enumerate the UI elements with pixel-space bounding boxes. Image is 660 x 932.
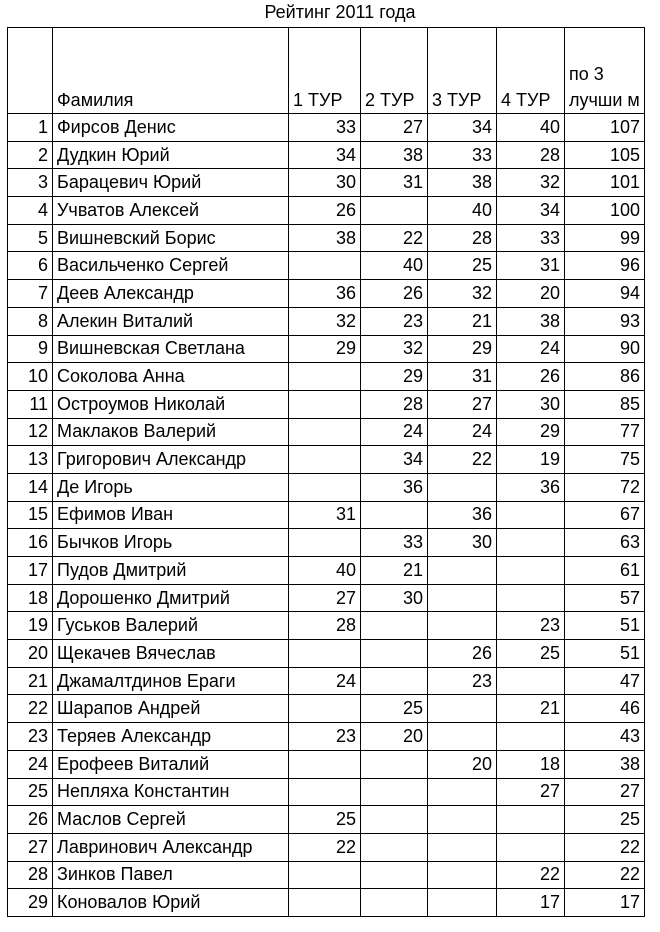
table-row bbox=[8, 778, 645, 806]
player-name: Коновалов Юрий bbox=[53, 889, 289, 917]
player-name: Теряев Александр bbox=[53, 723, 289, 751]
row-number: 14 bbox=[8, 473, 53, 501]
header-num bbox=[8, 28, 53, 114]
best-3-total: 27 bbox=[565, 778, 645, 806]
player-name: Вишневская Светлана bbox=[53, 335, 289, 363]
tour-2-score: 40 bbox=[361, 252, 428, 280]
tour-3-score: 32 bbox=[428, 280, 497, 308]
tour-1-score bbox=[289, 695, 361, 723]
row-number: 2 bbox=[8, 141, 53, 169]
player-name: Алекин Виталий bbox=[53, 307, 289, 335]
tour-4-score: 31 bbox=[497, 252, 565, 280]
player-name: Ерофеев Виталий bbox=[53, 750, 289, 778]
tour-2-score: 33 bbox=[361, 529, 428, 557]
row-number: 8 bbox=[8, 307, 53, 335]
player-name: Маклаков Валерий bbox=[53, 418, 289, 446]
row-number: 21 bbox=[8, 667, 53, 695]
row-number: 28 bbox=[8, 861, 53, 889]
tour-2-score bbox=[361, 612, 428, 640]
best-3-total: 22 bbox=[565, 833, 645, 861]
table-row bbox=[8, 418, 645, 446]
row-number: 24 bbox=[8, 750, 53, 778]
tour-2-score: 32 bbox=[361, 335, 428, 363]
tour-2-score: 24 bbox=[361, 418, 428, 446]
best-3-total: 93 bbox=[565, 307, 645, 335]
tour-3-score bbox=[428, 473, 497, 501]
table-row bbox=[8, 446, 645, 474]
best-3-total: 99 bbox=[565, 224, 645, 252]
table-row bbox=[8, 529, 645, 557]
best-3-total: 105 bbox=[565, 141, 645, 169]
player-name: Деев Александр bbox=[53, 280, 289, 308]
best-3-total: 75 bbox=[565, 446, 645, 474]
best-3-total: 51 bbox=[565, 612, 645, 640]
tour-2-score bbox=[361, 667, 428, 695]
tour-1-score bbox=[289, 750, 361, 778]
best-3-total: 51 bbox=[565, 640, 645, 668]
tour-1-score: 36 bbox=[289, 280, 361, 308]
tour-3-score: 36 bbox=[428, 501, 497, 529]
tour-1-score: 34 bbox=[289, 141, 361, 169]
tour-2-score: 28 bbox=[361, 390, 428, 418]
header-name: Фамилия bbox=[53, 28, 289, 114]
header-tour-1: 1 ТУР bbox=[289, 28, 361, 114]
tour-3-score: 25 bbox=[428, 252, 497, 280]
tour-1-score: 26 bbox=[289, 197, 361, 225]
player-name: Гуськов Валерий bbox=[53, 612, 289, 640]
table-row bbox=[8, 169, 645, 197]
player-name: Непляха Константин bbox=[53, 778, 289, 806]
player-name: Григорович Александр bbox=[53, 446, 289, 474]
tour-2-score: 36 bbox=[361, 473, 428, 501]
tour-2-score bbox=[361, 861, 428, 889]
player-name: Пудов Дмитрий bbox=[53, 557, 289, 585]
tour-1-score bbox=[289, 778, 361, 806]
best-3-total: 61 bbox=[565, 557, 645, 585]
player-name: Маслов Сергей bbox=[53, 806, 289, 834]
best-3-total: 25 bbox=[565, 806, 645, 834]
tour-4-score: 36 bbox=[497, 473, 565, 501]
tour-4-score: 17 bbox=[497, 889, 565, 917]
player-name: Бычков Игорь bbox=[53, 529, 289, 557]
tour-4-score bbox=[497, 806, 565, 834]
tour-2-score: 34 bbox=[361, 446, 428, 474]
best-3-total: 101 bbox=[565, 169, 645, 197]
tour-4-score: 38 bbox=[497, 307, 565, 335]
table-row bbox=[8, 197, 645, 225]
tour-4-score bbox=[497, 833, 565, 861]
row-number: 3 bbox=[8, 169, 53, 197]
player-name: Лавринович Александр bbox=[53, 833, 289, 861]
player-name: Ефимов Иван bbox=[53, 501, 289, 529]
table-row bbox=[8, 584, 645, 612]
tour-3-score: 33 bbox=[428, 141, 497, 169]
tour-4-score: 19 bbox=[497, 446, 565, 474]
tour-4-score: 25 bbox=[497, 640, 565, 668]
player-name: Вишневский Борис bbox=[53, 224, 289, 252]
tour-4-score bbox=[497, 584, 565, 612]
tour-3-score: 28 bbox=[428, 224, 497, 252]
best-3-total: 86 bbox=[565, 363, 645, 391]
row-number: 1 bbox=[8, 114, 53, 142]
tour-1-score bbox=[289, 861, 361, 889]
tour-2-score bbox=[361, 806, 428, 834]
row-number: 13 bbox=[8, 446, 53, 474]
best-3-total: 100 bbox=[565, 197, 645, 225]
tour-1-score bbox=[289, 640, 361, 668]
row-number: 15 bbox=[8, 501, 53, 529]
best-3-total: 43 bbox=[565, 723, 645, 751]
row-number: 17 bbox=[8, 557, 53, 585]
tour-4-score: 22 bbox=[497, 861, 565, 889]
tour-1-score bbox=[289, 418, 361, 446]
tour-1-score: 22 bbox=[289, 833, 361, 861]
tour-2-score: 20 bbox=[361, 723, 428, 751]
player-name: Джамалтдинов Ераги bbox=[53, 667, 289, 695]
tour-3-score bbox=[428, 723, 497, 751]
page-title: Рейтинг 2011 года bbox=[264, 2, 416, 22]
tour-3-score: 23 bbox=[428, 667, 497, 695]
table-row bbox=[8, 224, 645, 252]
tour-2-score: 29 bbox=[361, 363, 428, 391]
tour-3-score: 38 bbox=[428, 169, 497, 197]
tour-2-score: 23 bbox=[361, 307, 428, 335]
tour-2-score: 22 bbox=[361, 224, 428, 252]
table-row bbox=[8, 806, 645, 834]
tour-3-score: 34 bbox=[428, 114, 497, 142]
player-name: Щекачев Вячеслав bbox=[53, 640, 289, 668]
best-3-total: 17 bbox=[565, 889, 645, 917]
tour-2-score bbox=[361, 640, 428, 668]
best-3-total: 107 bbox=[565, 114, 645, 142]
tour-1-score: 23 bbox=[289, 723, 361, 751]
tour-4-score: 24 bbox=[497, 335, 565, 363]
row-number: 6 bbox=[8, 252, 53, 280]
header-best-3: по 3 лучши м bbox=[565, 28, 645, 114]
tour-2-score bbox=[361, 833, 428, 861]
tour-3-score bbox=[428, 695, 497, 723]
tour-3-score bbox=[428, 806, 497, 834]
tour-4-score: 23 bbox=[497, 612, 565, 640]
player-name: Дорошенко Дмитрий bbox=[53, 584, 289, 612]
tour-1-score: 38 bbox=[289, 224, 361, 252]
player-name: Барацевич Юрий bbox=[53, 169, 289, 197]
tour-3-score: 22 bbox=[428, 446, 497, 474]
tour-3-score bbox=[428, 584, 497, 612]
row-number: 26 bbox=[8, 806, 53, 834]
table-row bbox=[8, 390, 645, 418]
row-number: 19 bbox=[8, 612, 53, 640]
tour-1-score: 29 bbox=[289, 335, 361, 363]
tour-3-score: 24 bbox=[428, 418, 497, 446]
player-name: Шарапов Андрей bbox=[53, 695, 289, 723]
best-3-total: 63 bbox=[565, 529, 645, 557]
player-name: Остроумов Николай bbox=[53, 390, 289, 418]
tour-2-score: 25 bbox=[361, 695, 428, 723]
table-row bbox=[8, 363, 645, 391]
row-number: 7 bbox=[8, 280, 53, 308]
tour-1-score bbox=[289, 473, 361, 501]
tour-2-score: 27 bbox=[361, 114, 428, 142]
table-row bbox=[8, 307, 645, 335]
tour-2-score bbox=[361, 197, 428, 225]
rating-table bbox=[7, 27, 645, 917]
table-row bbox=[8, 252, 645, 280]
tour-3-score: 20 bbox=[428, 750, 497, 778]
tour-4-score: 27 bbox=[497, 778, 565, 806]
row-number: 4 bbox=[8, 197, 53, 225]
tour-2-score: 30 bbox=[361, 584, 428, 612]
tour-1-score: 27 bbox=[289, 584, 361, 612]
tour-4-score bbox=[497, 557, 565, 585]
tour-4-score: 18 bbox=[497, 750, 565, 778]
tour-1-score: 32 bbox=[289, 307, 361, 335]
tour-4-score: 32 bbox=[497, 169, 565, 197]
header-tour-2: 2 ТУР bbox=[361, 28, 428, 114]
tour-1-score bbox=[289, 446, 361, 474]
row-number: 11 bbox=[8, 390, 53, 418]
player-name: Де Игорь bbox=[53, 473, 289, 501]
row-number: 5 bbox=[8, 224, 53, 252]
tour-1-score: 40 bbox=[289, 557, 361, 585]
tour-2-score: 21 bbox=[361, 557, 428, 585]
tour-3-score bbox=[428, 861, 497, 889]
tour-3-score: 30 bbox=[428, 529, 497, 557]
tour-1-score: 30 bbox=[289, 169, 361, 197]
tour-4-score: 26 bbox=[497, 363, 565, 391]
tour-1-score: 28 bbox=[289, 612, 361, 640]
player-name: Дудкин Юрий bbox=[53, 141, 289, 169]
player-name: Фирсов Денис bbox=[53, 114, 289, 142]
player-name: Учватов Алексей bbox=[53, 197, 289, 225]
table-row bbox=[8, 640, 645, 668]
tour-4-score: 21 bbox=[497, 695, 565, 723]
tour-3-score: 26 bbox=[428, 640, 497, 668]
tour-2-score bbox=[361, 750, 428, 778]
tour-3-score: 31 bbox=[428, 363, 497, 391]
tour-1-score: 24 bbox=[289, 667, 361, 695]
tour-4-score bbox=[497, 529, 565, 557]
header-tour-3: 3 ТУР bbox=[428, 28, 497, 114]
best-3-total: 57 bbox=[565, 584, 645, 612]
tour-2-score: 38 bbox=[361, 141, 428, 169]
header-row bbox=[8, 28, 645, 114]
table-row bbox=[8, 335, 645, 363]
best-3-total: 96 bbox=[565, 252, 645, 280]
tour-2-score bbox=[361, 501, 428, 529]
tour-3-score: 21 bbox=[428, 307, 497, 335]
tour-3-score bbox=[428, 889, 497, 917]
tour-2-score bbox=[361, 889, 428, 917]
best-3-total: 90 bbox=[565, 335, 645, 363]
tour-4-score: 34 bbox=[497, 197, 565, 225]
tour-2-score: 31 bbox=[361, 169, 428, 197]
table-row bbox=[8, 889, 645, 917]
tour-3-score: 40 bbox=[428, 197, 497, 225]
row-number: 16 bbox=[8, 529, 53, 557]
tour-2-score: 26 bbox=[361, 280, 428, 308]
tour-3-score bbox=[428, 612, 497, 640]
tour-1-score bbox=[289, 363, 361, 391]
best-3-total: 77 bbox=[565, 418, 645, 446]
best-3-total: 47 bbox=[565, 667, 645, 695]
table-row bbox=[8, 557, 645, 585]
tour-1-score bbox=[289, 529, 361, 557]
best-3-total: 67 bbox=[565, 501, 645, 529]
best-3-total: 38 bbox=[565, 750, 645, 778]
best-3-total: 94 bbox=[565, 280, 645, 308]
row-number: 29 bbox=[8, 889, 53, 917]
tour-4-score: 33 bbox=[497, 224, 565, 252]
tour-1-score: 33 bbox=[289, 114, 361, 142]
table-row bbox=[8, 833, 645, 861]
tour-4-score: 30 bbox=[497, 390, 565, 418]
player-name: Соколова Анна bbox=[53, 363, 289, 391]
row-number: 12 bbox=[8, 418, 53, 446]
table-row bbox=[8, 750, 645, 778]
row-number: 18 bbox=[8, 584, 53, 612]
best-3-total: 22 bbox=[565, 861, 645, 889]
row-number: 22 bbox=[8, 695, 53, 723]
row-number: 20 bbox=[8, 640, 53, 668]
tour-4-score: 20 bbox=[497, 280, 565, 308]
tour-1-score bbox=[289, 252, 361, 280]
row-number: 9 bbox=[8, 335, 53, 363]
tour-4-score bbox=[497, 501, 565, 529]
row-number: 25 bbox=[8, 778, 53, 806]
table-row bbox=[8, 473, 645, 501]
tour-4-score: 40 bbox=[497, 114, 565, 142]
tour-4-score: 28 bbox=[497, 141, 565, 169]
tour-4-score bbox=[497, 667, 565, 695]
table-row bbox=[8, 114, 645, 142]
tour-3-score: 27 bbox=[428, 390, 497, 418]
table-row bbox=[8, 280, 645, 308]
tour-2-score bbox=[361, 778, 428, 806]
table-row bbox=[8, 695, 645, 723]
table-row bbox=[8, 861, 645, 889]
table-row bbox=[8, 141, 645, 169]
tour-3-score: 29 bbox=[428, 335, 497, 363]
tour-1-score: 25 bbox=[289, 806, 361, 834]
row-number: 27 bbox=[8, 833, 53, 861]
best-3-total: 72 bbox=[565, 473, 645, 501]
tour-3-score bbox=[428, 778, 497, 806]
table-row bbox=[8, 667, 645, 695]
tour-1-score bbox=[289, 390, 361, 418]
best-3-total: 85 bbox=[565, 390, 645, 418]
row-number: 23 bbox=[8, 723, 53, 751]
tour-3-score bbox=[428, 833, 497, 861]
table-row bbox=[8, 501, 645, 529]
tour-3-score bbox=[428, 557, 497, 585]
header-tour-4: 4 ТУР bbox=[497, 28, 565, 114]
tour-1-score bbox=[289, 889, 361, 917]
tour-4-score bbox=[497, 723, 565, 751]
player-name: Васильченко Сергей bbox=[53, 252, 289, 280]
row-number: 10 bbox=[8, 363, 53, 391]
tour-4-score: 29 bbox=[497, 418, 565, 446]
table-row bbox=[8, 612, 645, 640]
table-row bbox=[8, 723, 645, 751]
tour-1-score: 31 bbox=[289, 501, 361, 529]
best-3-total: 46 bbox=[565, 695, 645, 723]
player-name: Зинков Павел bbox=[53, 861, 289, 889]
